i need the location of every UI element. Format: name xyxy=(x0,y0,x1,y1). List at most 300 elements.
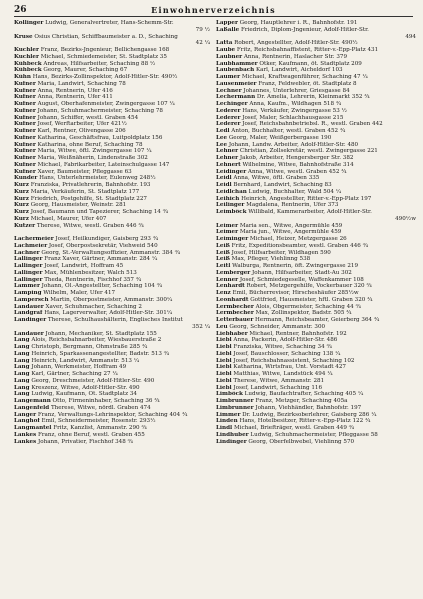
entry-surname: Langmantel xyxy=(14,425,52,431)
directory-entry xyxy=(216,297,416,304)
entry-details: Josef, Schmiedegeselle, Waffenkammer 108 xyxy=(238,276,364,283)
entry-details: Kreszenz, Witwe, Adolf-Hitler-Str. 490 xyxy=(29,384,140,391)
entry-details: Hans, Bezirks-Zollinspektor, Adolf-Hitler-Str. 490½ xyxy=(30,74,178,80)
entry-details: Anna, Rentnerin, Haslacher Str. 379 xyxy=(242,53,348,60)
directory-entry xyxy=(14,358,210,365)
entry-surname: Lehnert xyxy=(216,161,241,168)
entry-surname: Lamping xyxy=(14,290,42,296)
directory-entry xyxy=(14,385,210,392)
entry-details: Hans, Lagerverwalter, Adolf-Hitler-Str. 301¼ xyxy=(42,310,173,317)
directory-entry xyxy=(216,101,416,108)
entry-surname: Kufner xyxy=(14,128,36,134)
entry-surname: Lindhuber xyxy=(216,431,249,438)
entry-continuation: 494 xyxy=(405,33,416,40)
directory-entry xyxy=(14,236,210,243)
entry-surname: Kufner xyxy=(14,155,36,161)
entry-details: Theda, Rentnerin, Fischhof 357 ¾ xyxy=(42,276,142,283)
entry-surname: Leihich xyxy=(216,195,240,202)
entry-details: Anna, Rentnerin, Ufer 416 xyxy=(35,87,113,94)
directory-entry xyxy=(216,439,416,446)
directory-entry xyxy=(14,351,210,358)
directory-entry xyxy=(216,175,416,182)
entry-surname: Landinger xyxy=(14,317,47,323)
directory-entry xyxy=(14,67,210,74)
entry-details: Maria jun., Witwe, Angermühle 459 xyxy=(238,229,342,236)
entry-surname: Laubenbach xyxy=(216,67,255,74)
directory-entry xyxy=(216,81,416,88)
directory-entry xyxy=(216,236,416,243)
directory-entry xyxy=(216,182,416,189)
entry-details: Georg, Hauptlehrer i. R., Bahnhofstr. 191 xyxy=(237,20,358,26)
entry-details: Xaver, Baumeister, Pfleggasse 63 xyxy=(35,168,132,175)
entry-details: Anton, Buchhalter, westl. Graben 452 ¾ xyxy=(229,128,346,134)
directory-entry xyxy=(216,94,416,101)
directory-entry xyxy=(14,418,210,425)
directory-entry xyxy=(216,385,416,392)
directory-entry xyxy=(14,20,210,27)
directory-entry xyxy=(14,162,210,169)
entry-surname: Lapper xyxy=(216,20,238,26)
entry-details: Johann, Mechaniker, St. Stadtplatz 155 xyxy=(43,330,157,337)
entry-surname: Lang xyxy=(14,357,30,364)
directory-entry xyxy=(216,405,416,412)
directory-entry xyxy=(14,148,210,155)
entry-surname: Leu xyxy=(216,323,228,330)
entry-details: Franziska, Witwe, Schaching 34 ¾ xyxy=(231,344,332,350)
entry-surname: Laßalle xyxy=(216,26,240,33)
directory-entry xyxy=(216,135,416,142)
directory-entry xyxy=(14,283,210,290)
entry-surname: Lederer xyxy=(216,121,241,128)
entry-surname: Liebl xyxy=(216,384,232,391)
entry-details: Max, Zollinspektor, Badstr. 505 ¾ xyxy=(253,310,352,317)
directory-entry xyxy=(216,290,416,297)
entry-details: Friedrich, Postgehilfe, St. Stadtplatz 227 xyxy=(28,195,147,202)
entry-details: Hans, Verkäufer, Zwingergasse 53 ½ xyxy=(240,107,347,114)
directory-entry xyxy=(216,263,416,270)
entry-details: Josef, Bauschlosser, Schaching 138 ¼ xyxy=(231,350,341,357)
directory-entry xyxy=(14,209,210,216)
directory-entry xyxy=(216,40,416,47)
entry-details: Michael, Fabrikarbeiter, Lateinschulgasse 147 xyxy=(35,161,170,168)
entry-continuation: 42 ¼ xyxy=(195,40,210,47)
directory-entry xyxy=(216,162,416,169)
entry-details: Franz, Bezirks-Jngenieur, Bellichengasse 168 xyxy=(38,47,170,53)
entry-details: Josef, Heilkundiger, Gaisberg 293 ¾ xyxy=(53,236,159,242)
entry-details: Josef, Reichsbahnbetriebsl. R., westl. Graben 442 xyxy=(240,121,383,128)
entry-surname: Kufner xyxy=(14,168,36,175)
entry-surname: Lankes xyxy=(14,438,37,445)
page-header xyxy=(14,4,413,17)
entry-surname: Lang xyxy=(14,371,30,377)
directory-entry xyxy=(216,418,416,425)
entry-surname: Kruse xyxy=(14,33,33,40)
directory-entry xyxy=(216,344,416,351)
entry-surname: Kuchler xyxy=(14,53,39,60)
directory-entry xyxy=(14,263,210,270)
directory-entry xyxy=(14,277,210,284)
directory-entry xyxy=(216,202,416,209)
directory-entry xyxy=(14,54,210,61)
entry-surname: Kufner xyxy=(14,80,36,87)
entry-surname: Lee xyxy=(216,134,228,141)
entry-surname: Leiß xyxy=(216,242,230,249)
directory-entry xyxy=(216,54,416,61)
entry-surname: Lenhardt xyxy=(216,283,245,290)
entry-details: Katharina, Geschäftsfrau, Luitpoldplatz 156 xyxy=(35,134,163,141)
entry-surname: Leiß xyxy=(216,256,230,263)
directory-entry xyxy=(14,202,210,209)
entry-surname: Kufner xyxy=(14,148,36,155)
entry-details: Franziska, Privatlehrerin, Bahnhofstr. 193 xyxy=(28,182,151,188)
entry-details: Ludwig, Baufachtrafter, Schaching 405 ¼ xyxy=(242,391,364,398)
entry-surname: Leidl xyxy=(216,182,232,188)
entry-surname: Leonhardt xyxy=(216,296,249,303)
directory-entry xyxy=(14,121,210,128)
entry-details: Georg, Oberfelbwebel, Viehlinng 570 xyxy=(246,438,355,445)
entry-details: Josef, Maler, Schlachhausgasse 215 xyxy=(240,114,344,121)
entry-surname: Kufner xyxy=(14,94,36,101)
entry-surname: Laubner xyxy=(216,53,243,60)
entry-details: Otker, Kaufmann, öt. Stadtplatz 209 xyxy=(257,60,362,67)
directory-entry xyxy=(14,412,210,419)
directory-entry xyxy=(14,128,210,135)
entry-details: Anna, Witwe, öftl. Graben 335 xyxy=(231,175,320,182)
entry-details: Robert, Angestellter, Adolf-Hitler-Str. 490½ xyxy=(232,40,358,47)
directory-entry xyxy=(216,310,416,317)
directory-entry xyxy=(14,175,210,182)
entry-surname: Lechermann xyxy=(216,94,256,101)
directory-entry xyxy=(14,101,210,108)
entry-details: Therese, Witwe, nördl. Graben 474 xyxy=(49,404,151,411)
entry-details: Michael, Kraftwagenführer, Schaching 47 ¼ xyxy=(240,74,368,80)
entry-surname: Liebl xyxy=(216,344,232,350)
directory-entry xyxy=(216,223,416,230)
entry-surname: Lang xyxy=(14,364,30,371)
entry-surname: Kurz xyxy=(14,209,29,215)
entry-surname: Liebl xyxy=(216,377,232,384)
entry-details: Heinrich, Landwirt, Ammanstr. 513 ¼ xyxy=(29,357,140,364)
directory-entry xyxy=(216,331,416,338)
entry-details: Josef, Baumann und Tapezierer, Schaching 14 ¾ xyxy=(28,209,169,215)
directory-entry xyxy=(216,189,416,196)
entry-surname: Lindinger xyxy=(216,438,247,445)
entry-surname: Leiminger xyxy=(216,236,249,242)
entry-surname: Limbrunner xyxy=(216,404,254,411)
entry-details: Michael, Heizer, Metzgergasse 26 xyxy=(248,236,347,242)
directory-entry xyxy=(216,283,416,290)
entry-details: Therese, Witwe, westl. Graben 446 ¾ xyxy=(35,222,144,229)
entry-continuation: 79 ½ xyxy=(195,26,210,33)
entry-surname: Leitl xyxy=(216,263,231,269)
entry-details: Franz, Feldwebler, öt. Stadtplatz 8 xyxy=(256,80,357,87)
directory-entry xyxy=(14,108,210,115)
entry-surname: Lachermeier xyxy=(14,236,54,242)
directory-entry xyxy=(14,270,210,277)
entry-details: Walburga, Rentnerin, öft. Zwingergasse 219 xyxy=(230,263,359,269)
directory-entry xyxy=(216,250,416,257)
entry-details: Georg, Maler, Weißgerbergasse 190 xyxy=(227,134,332,141)
entry-surname: Langenfeld xyxy=(14,404,50,411)
entry-details: Michael, Briefträger, westl. Graben 449 ¾ xyxy=(232,425,355,431)
entry-surname: Kufner xyxy=(14,87,36,94)
directory-entry xyxy=(14,61,210,68)
entry-surname: Lachner xyxy=(14,249,40,256)
entry-surname: Lallinger xyxy=(14,269,43,276)
entry-details: Osius Christian, Schiffbaumeister a. D., Schaching xyxy=(32,33,178,40)
left-column xyxy=(14,20,210,445)
entry-surname: Lenner xyxy=(216,276,239,283)
entry-surname: Kühbeck xyxy=(14,60,42,67)
directory-entry xyxy=(14,182,210,189)
entry-surname: Liebl xyxy=(216,364,232,371)
entry-details: Dr. Amelia, Lehrerin, Kleinmarkt 352 ¾ xyxy=(255,94,370,101)
directory-entry xyxy=(14,371,210,378)
entry-surname: Kufner xyxy=(14,101,36,107)
entry-surname: Kunder xyxy=(14,175,38,182)
entry-surname: Langhof xyxy=(14,418,40,425)
section-gap xyxy=(14,229,210,236)
entry-details: Heinrich, Angestellter, Ritter-v.-Epp-Platz 197 xyxy=(239,195,372,202)
entry-details: Georg, Maurer, Schaching 67 xyxy=(41,67,128,74)
entry-surname: Lenz xyxy=(216,290,231,296)
directory-entry xyxy=(216,337,416,344)
entry-surname: Laubhammer xyxy=(216,60,258,67)
entry-surname: Liebl xyxy=(216,371,232,377)
directory-entry xyxy=(14,337,210,344)
entry-surname: Lammer xyxy=(14,283,40,290)
entry-details: Emil, Schneidermeister, Rosenstr. 293½ xyxy=(39,418,156,425)
entry-surname: Leilinger xyxy=(216,202,245,209)
entry-details: Fritz, Kanzlist, Ammanstr. 290 ¾ xyxy=(51,425,147,431)
entry-surname: Lindl xyxy=(216,425,233,431)
directory-entry xyxy=(216,371,416,378)
entry-surname: Lehner xyxy=(216,148,239,155)
running-head: Einwohnerverzeichnis xyxy=(151,5,276,15)
entry-surname: Lechner xyxy=(216,87,242,94)
entry-details: Maria, Witwe, öftl. Zwingergasse 107 ¼ xyxy=(35,148,152,155)
directory-entry xyxy=(14,169,210,176)
entry-surname: Letterbauer xyxy=(216,317,254,323)
entry-details: Ludwig, Buchhalter, Wald 504 ¼ xyxy=(246,188,342,195)
directory-entry xyxy=(14,94,210,101)
entry-surname: Kufner xyxy=(14,121,36,128)
entry-surname: Kollinger xyxy=(14,20,44,26)
entry-details: Franz Xaver, Gärtner, Ammanstr. 284 ¼ xyxy=(42,256,158,263)
entry-surname: Langer xyxy=(14,411,37,418)
entry-details: Josef, Landwirt, Hoffram 45 xyxy=(42,263,124,269)
entry-details: Anna, Packerin, Adolf-Hitler-Str. 486 xyxy=(231,337,338,344)
entry-surname: Liebl xyxy=(216,337,232,344)
entry-details: Max, Pfleger, Viehlinng 538 xyxy=(229,256,311,263)
directory-entry xyxy=(14,196,210,203)
entry-details: Robert, Metzgergehilfe, Vockerbauer 320 ¾ xyxy=(244,283,372,290)
directory-entry xyxy=(14,216,210,223)
entry-details: Magdalena, Rentnerin, Ufer 373 xyxy=(244,202,339,209)
entry-details: Michael, Maurer, Ufer 407 xyxy=(28,215,107,222)
entry-details: Bernhard, Landwirt, Schaching 83 xyxy=(231,182,332,188)
entry-details: Hans, Hotelbesitzer, Ritter-v.-Epp-Platz 122 ¾ xyxy=(237,418,371,425)
directory-entry xyxy=(216,351,416,358)
directory-entry xyxy=(14,223,210,230)
entry-details: Johann, Schuhmachermeister, Schaching 78 xyxy=(35,107,163,114)
entry-details: Katharina, Wirtsfrau, Unt. Vorstadt 427 xyxy=(231,364,346,371)
entry-surname: Lederer xyxy=(216,107,241,114)
entry-details: Katharina, ohne Beruf, Schaching 78 xyxy=(35,141,143,148)
directory-entry xyxy=(216,324,416,331)
entry-details: Martin, Oberpostmeister, Ammanstr. 300¼ xyxy=(48,296,173,303)
entry-surname: Kuchler xyxy=(14,47,39,53)
directory-entry xyxy=(14,243,210,250)
directory-entry xyxy=(14,189,210,196)
entry-surname: Leiß xyxy=(216,249,230,256)
entry-details: Johann, Privatier, Fischhof 348 ¾ xyxy=(36,438,133,445)
entry-details: Maria, Verkäuferin, St. Stadtplatz 177 xyxy=(28,188,140,195)
directory-entry xyxy=(216,378,416,385)
directory-entry xyxy=(216,209,416,216)
entry-surname: Leidinger xyxy=(216,168,247,175)
directory-entry xyxy=(216,88,416,95)
entry-surname: Leimer xyxy=(216,222,239,229)
entry-details: Johann, Öl.-Angestellter, Schaching 104 ¾ xyxy=(39,283,163,290)
entry-surname: Kufner xyxy=(14,141,36,148)
directory-entry xyxy=(14,34,210,41)
entry-details: Johann, Landw. Arbeiter, Adolf-Hitler-Str. 480 xyxy=(227,141,359,148)
entry-details: Michael, Schmiedemeister, St. Stadtplatz 35 xyxy=(38,53,167,60)
directory-entry xyxy=(216,270,416,277)
entry-surname: Ledl xyxy=(216,128,230,134)
entry-surname: Kurz xyxy=(14,182,29,188)
entry-surname: Langemann xyxy=(14,398,51,404)
directory-entry xyxy=(216,115,416,122)
directory-entry xyxy=(216,155,416,162)
directory-entry xyxy=(216,216,416,223)
entry-details: Gottfried, Hausmeister, hftl. Graben 320 ¾ xyxy=(248,296,373,303)
entry-details: Johann, Werkmeister, Hoffram 49 xyxy=(29,364,127,371)
entry-surname: Kurz xyxy=(14,202,29,209)
entry-surname: Laube xyxy=(216,47,236,53)
entry-details: Karl, Rentner, Olivengasse 206 xyxy=(35,128,126,134)
entry-details: Hermann, Reichsbeamter, Geierberg 364 ¾ xyxy=(253,317,380,323)
entry-surname: Lang xyxy=(14,337,30,344)
entry-surname: Limbrunner xyxy=(216,398,254,404)
directory-entry xyxy=(216,27,416,34)
entry-details: Fritz, Expeditionsbeamter, westl. Graben 446 ¾ xyxy=(229,242,369,249)
entry-details: Franz, ohne Beruf, westl. Graben 455 xyxy=(36,431,145,438)
directory-entry xyxy=(14,317,210,324)
directory-entry xyxy=(216,364,416,371)
entry-details: Josef, Reichsbahnassistent, Schaching 102 xyxy=(231,357,355,364)
directory-entry xyxy=(216,317,416,324)
entry-details: Georg, Dreschmeister, Adolf-Hitler-Str. 490 xyxy=(29,377,155,384)
directory-entry xyxy=(14,405,210,412)
entry-surname: Lemberger xyxy=(216,269,251,276)
directory-entry xyxy=(14,81,210,88)
entry-details: Fritz, Reichsbahnaffistent, Ritter-v.-Epp-Platz 431 xyxy=(235,47,379,53)
entry-details: Maria sen., Witwe, Angermühle 459 xyxy=(238,222,343,229)
directory-entry xyxy=(14,47,210,54)
directory-entry xyxy=(14,432,210,439)
entry-details: Heinrich, Sparkassenangestellter, Badstr. 513 ¾ xyxy=(29,350,170,357)
directory-entry xyxy=(14,27,210,34)
directory-entry xyxy=(14,310,210,317)
directory-entry xyxy=(216,412,416,419)
directory-entry xyxy=(216,304,416,311)
entry-surname: Lermbecher xyxy=(216,303,254,310)
directory-entry xyxy=(216,169,416,176)
entry-surname: Landauer xyxy=(14,330,44,337)
entry-details: Josef, Oberpostsekretär, Viehweid 540 xyxy=(47,242,158,249)
entry-surname: Lang xyxy=(14,377,30,384)
directory-entry xyxy=(216,243,416,250)
entry-details: Georg, Schneider, Ammanstr. 300 xyxy=(227,323,326,330)
entry-surname: Kufner xyxy=(14,114,36,121)
entry-details: Georg, St.-Verwaltungsoffizier, Ammanstr. 384 ¾ xyxy=(39,249,180,256)
entry-details: Max, Mühlenbesitzer, Walch 513 xyxy=(42,269,137,276)
directory-entry xyxy=(216,425,416,432)
directory-entry xyxy=(216,74,416,81)
directory-entry xyxy=(14,425,210,432)
entry-details: Emil, Bücherrevisor, Hirscheshäufer 285½w xyxy=(230,290,359,296)
directory-entry xyxy=(216,108,416,115)
directory-entry xyxy=(216,20,416,27)
right-column xyxy=(216,20,416,445)
entry-details: Ludwig, Generalvertreter, Hans-Schemm-Str. xyxy=(43,20,174,26)
entry-surname: Kurz xyxy=(14,215,29,222)
entry-details: Anna, Rentnerin, Ufer 411 xyxy=(35,94,113,101)
entry-details: Karl, Landwirt, Aicheldorf 103 xyxy=(254,67,343,74)
entry-surname: Lang xyxy=(14,344,30,350)
entry-surname: Lehner xyxy=(216,155,239,161)
directory-entry xyxy=(14,439,210,446)
entry-surname: Kufner xyxy=(14,107,36,114)
entry-details: Andreas, Hilfsarbeiter, Schaching 88 ½ xyxy=(41,60,156,67)
entry-surname: Lachmeier xyxy=(14,242,48,249)
entry-surname: Leimer xyxy=(216,229,239,236)
directory-entry xyxy=(14,142,210,149)
entry-surname: Kufner xyxy=(14,161,36,168)
entry-details: Anna, Kaufm., Wildhagen 518 ¾ xyxy=(247,101,342,107)
entry-surname: Laumer xyxy=(216,74,241,80)
entry-details: Hans, Unterlehrmeister, Eulenweg 248½ xyxy=(37,175,156,182)
entry-surname: Lallinger xyxy=(14,263,43,269)
directory-entry xyxy=(14,391,210,398)
entry-surname: Lallinger xyxy=(14,276,43,283)
entry-details: Johann, Hilfsarbeiter, Stadt-Au 302 xyxy=(250,269,352,276)
entry-details: Michael, Rentner, Bahnhofstr. 192 xyxy=(247,330,347,337)
entry-surname: Linden xyxy=(216,418,238,425)
page-number: 26 xyxy=(14,5,27,15)
entry-details: Ludwig, Schuhmachermeister, Pfleggasse 58 xyxy=(248,431,378,438)
entry-surname: Latta xyxy=(216,40,233,47)
entry-continuation: 352 ¼ xyxy=(192,323,210,330)
entry-details: Jakob, Arbeiter, Hengersberger Str. 382 xyxy=(238,155,354,161)
directory-entry xyxy=(216,121,416,128)
entry-surname: Landgraf xyxy=(14,310,43,317)
directory-entry xyxy=(14,74,210,81)
directory-entry xyxy=(14,331,210,338)
entry-details: Christian, Zollsekretär, westl. Zwingergasse 221 xyxy=(238,148,378,155)
entry-surname: Liebl xyxy=(216,350,232,357)
entry-surname: Liebl xyxy=(216,357,232,364)
directory-entry xyxy=(14,290,210,297)
entry-details: Christoph, Bergmann, Ohmstraße 285 ¾ xyxy=(29,344,148,350)
entry-details: Ludwig, Kaufmann, Öt. Stadtplatz 34 xyxy=(29,391,137,398)
entry-surname: Lankes xyxy=(14,431,37,438)
entry-surname: Lampersch xyxy=(14,296,49,303)
entry-surname: Lermbecher xyxy=(216,310,254,317)
entry-details: Maria, Weißnäherin, Lindenstraße 302 xyxy=(35,155,148,161)
